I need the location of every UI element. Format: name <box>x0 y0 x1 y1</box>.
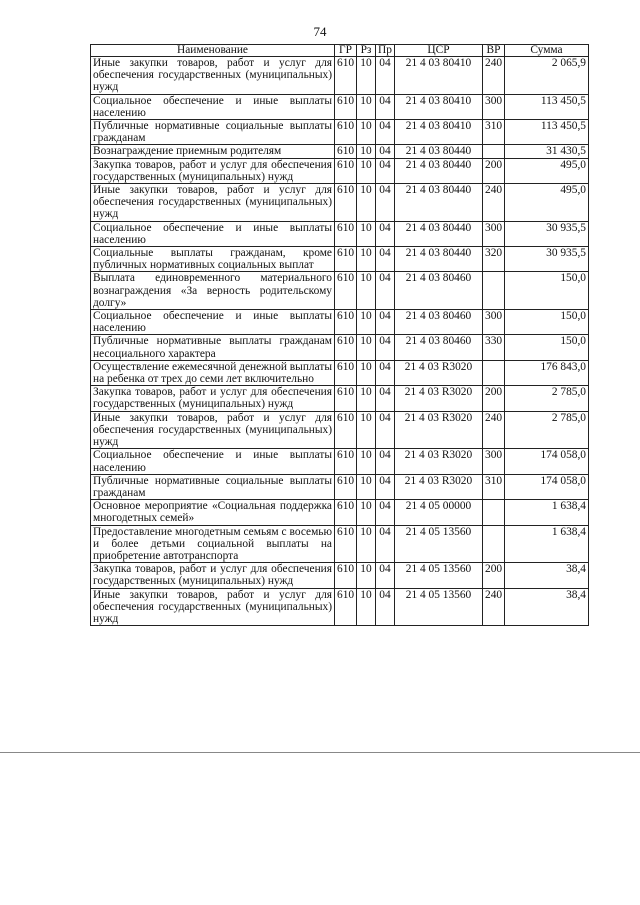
cell-name: Социальное обеспечение и иные выплаты населению <box>91 221 335 246</box>
table-row <box>91 449 589 474</box>
cell-sum: 30 935,5 <box>505 247 589 272</box>
cell-pr: 04 <box>376 120 395 145</box>
header-rz: Рз <box>357 45 376 57</box>
cell-gr: 610 <box>335 588 357 626</box>
cell-rz: 10 <box>357 563 376 588</box>
cell-name: Иные закупки товаров, работ и услуг для обеспечения государственных (муниципальных) нужд <box>91 57 335 95</box>
cell-pr: 04 <box>376 474 395 499</box>
cell-vr: 240 <box>483 411 505 449</box>
cell-sum: 150,0 <box>505 310 589 335</box>
header-vr: ВР <box>483 45 505 57</box>
table-row <box>91 588 589 626</box>
cell-sum: 113 450,5 <box>505 94 589 119</box>
cell-pr: 04 <box>376 386 395 411</box>
cell-vr <box>483 525 505 563</box>
cell-csr: 21 4 03 80410 <box>395 94 483 119</box>
cell-pr: 04 <box>376 335 395 360</box>
cell-sum: 31 430,5 <box>505 145 589 158</box>
cell-pr: 04 <box>376 94 395 119</box>
cell-vr: 310 <box>483 120 505 145</box>
cell-vr: 300 <box>483 94 505 119</box>
cell-gr: 610 <box>335 474 357 499</box>
cell-pr: 04 <box>376 310 395 335</box>
cell-rz: 10 <box>357 411 376 449</box>
cell-sum: 30 935,5 <box>505 221 589 246</box>
cell-pr: 04 <box>376 272 395 310</box>
cell-csr: 21 4 03 80440 <box>395 221 483 246</box>
cell-sum: 1 638,4 <box>505 525 589 563</box>
cell-gr: 610 <box>335 184 357 222</box>
cell-name: Закупка товаров, работ и услуг для обеспечения государственных (муниципальных) нужд <box>91 158 335 183</box>
table-row <box>91 145 589 158</box>
cell-vr: 300 <box>483 310 505 335</box>
cell-name: Закупка товаров, работ и услуг для обеспечения государственных (муниципальных) нужд <box>91 386 335 411</box>
cell-vr <box>483 360 505 385</box>
header-csr: ЦСР <box>395 45 483 57</box>
cell-pr: 04 <box>376 500 395 525</box>
table-row <box>91 247 589 272</box>
cell-csr: 21 4 03 80410 <box>395 120 483 145</box>
cell-vr <box>483 272 505 310</box>
cell-csr: 21 4 03 R3020 <box>395 386 483 411</box>
cell-rz: 10 <box>357 57 376 95</box>
cell-vr: 310 <box>483 474 505 499</box>
table-row <box>91 411 589 449</box>
footer-divider <box>0 752 640 753</box>
cell-name: Социальное обеспечение и иные выплаты населению <box>91 449 335 474</box>
cell-csr: 21 4 03 R3020 <box>395 411 483 449</box>
cell-csr: 21 4 03 R3020 <box>395 449 483 474</box>
cell-rz: 10 <box>357 588 376 626</box>
header-pr: Пр <box>376 45 395 57</box>
cell-sum: 2 065,9 <box>505 57 589 95</box>
cell-vr <box>483 500 505 525</box>
table-row <box>91 272 589 310</box>
cell-name: Публичные нормативные выплаты гражданам несоциального характера <box>91 335 335 360</box>
cell-csr: 21 4 03 R3020 <box>395 360 483 385</box>
cell-rz: 10 <box>357 221 376 246</box>
table-header-row <box>91 45 589 57</box>
cell-sum: 113 450,5 <box>505 120 589 145</box>
cell-rz: 10 <box>357 525 376 563</box>
cell-gr: 610 <box>335 386 357 411</box>
cell-csr: 21 4 03 80440 <box>395 247 483 272</box>
cell-pr: 04 <box>376 145 395 158</box>
cell-vr: 200 <box>483 158 505 183</box>
cell-gr: 610 <box>335 360 357 385</box>
table-row <box>91 57 589 95</box>
cell-pr: 04 <box>376 411 395 449</box>
cell-pr: 04 <box>376 360 395 385</box>
table-row <box>91 386 589 411</box>
cell-vr: 200 <box>483 563 505 588</box>
cell-gr: 610 <box>335 145 357 158</box>
cell-sum: 38,4 <box>505 588 589 626</box>
cell-vr: 330 <box>483 335 505 360</box>
cell-csr: 21 4 05 13560 <box>395 525 483 563</box>
table-row <box>91 525 589 563</box>
header-name: Наименование <box>91 45 335 57</box>
cell-name: Иные закупки товаров, работ и услуг для обеспечения государственных (муниципальных) нужд <box>91 588 335 626</box>
cell-gr: 610 <box>335 411 357 449</box>
table-row <box>91 474 589 499</box>
table-row <box>91 335 589 360</box>
table-row <box>91 221 589 246</box>
cell-pr: 04 <box>376 158 395 183</box>
cell-vr <box>483 145 505 158</box>
cell-name: Закупка товаров, работ и услуг для обеспечения государственных (муниципальных) нужд <box>91 563 335 588</box>
cell-csr: 21 4 03 80460 <box>395 310 483 335</box>
table-row <box>91 563 589 588</box>
cell-name: Социальное обеспечение и иные выплаты населению <box>91 94 335 119</box>
cell-gr: 610 <box>335 335 357 360</box>
cell-gr: 610 <box>335 525 357 563</box>
cell-rz: 10 <box>357 449 376 474</box>
cell-gr: 610 <box>335 221 357 246</box>
cell-rz: 10 <box>357 310 376 335</box>
cell-rz: 10 <box>357 120 376 145</box>
cell-pr: 04 <box>376 247 395 272</box>
cell-pr: 04 <box>376 221 395 246</box>
cell-csr: 21 4 05 00000 <box>395 500 483 525</box>
cell-pr: 04 <box>376 449 395 474</box>
table-body <box>91 57 589 626</box>
cell-sum: 2 785,0 <box>505 411 589 449</box>
cell-csr: 21 4 03 80440 <box>395 158 483 183</box>
page-number: 74 <box>313 24 327 39</box>
cell-sum: 174 058,0 <box>505 474 589 499</box>
cell-sum: 495,0 <box>505 184 589 222</box>
cell-csr: 21 4 03 R3020 <box>395 474 483 499</box>
cell-gr: 610 <box>335 158 357 183</box>
cell-name: Основное мероприятие «Социальная поддержка многодетных семей» <box>91 500 335 525</box>
cell-name: Выплата единовременного материального вознаграждения «За верность родительскому долгу» <box>91 272 335 310</box>
cell-rz: 10 <box>357 145 376 158</box>
table-row <box>91 310 589 335</box>
cell-csr: 21 4 03 80460 <box>395 272 483 310</box>
cell-sum: 495,0 <box>505 158 589 183</box>
table-row <box>91 158 589 183</box>
cell-rz: 10 <box>357 184 376 222</box>
table-row <box>91 360 589 385</box>
cell-rz: 10 <box>357 272 376 310</box>
cell-name: Осуществление ежемесячной денежной выплаты на ребенка от трех до семи лет включительно <box>91 360 335 385</box>
table-row <box>91 120 589 145</box>
cell-sum: 174 058,0 <box>505 449 589 474</box>
cell-csr: 21 4 03 80440 <box>395 184 483 222</box>
cell-vr: 240 <box>483 588 505 626</box>
cell-gr: 610 <box>335 500 357 525</box>
cell-name: Иные закупки товаров, работ и услуг для обеспечения государственных (муниципальных) нужд <box>91 411 335 449</box>
cell-rz: 10 <box>357 335 376 360</box>
header-sum: Сумма <box>505 45 589 57</box>
cell-gr: 610 <box>335 272 357 310</box>
budget-table <box>90 44 589 626</box>
cell-csr: 21 4 05 13560 <box>395 588 483 626</box>
cell-gr: 610 <box>335 94 357 119</box>
cell-pr: 04 <box>376 184 395 222</box>
cell-sum: 150,0 <box>505 272 589 310</box>
cell-sum: 176 843,0 <box>505 360 589 385</box>
cell-sum: 38,4 <box>505 563 589 588</box>
cell-name: Публичные нормативные социальные выплаты гражданам <box>91 474 335 499</box>
cell-sum: 1 638,4 <box>505 500 589 525</box>
table-row <box>91 184 589 222</box>
cell-sum: 2 785,0 <box>505 386 589 411</box>
cell-csr: 21 4 03 80440 <box>395 145 483 158</box>
cell-rz: 10 <box>357 247 376 272</box>
cell-gr: 610 <box>335 57 357 95</box>
cell-pr: 04 <box>376 588 395 626</box>
cell-gr: 610 <box>335 563 357 588</box>
cell-pr: 04 <box>376 57 395 95</box>
cell-vr: 240 <box>483 184 505 222</box>
header-gr: ГР <box>335 45 357 57</box>
cell-csr: 21 4 03 80460 <box>395 335 483 360</box>
cell-rz: 10 <box>357 360 376 385</box>
cell-rz: 10 <box>357 94 376 119</box>
cell-rz: 10 <box>357 500 376 525</box>
cell-name: Социальное обеспечение и иные выплаты населению <box>91 310 335 335</box>
cell-vr: 200 <box>483 386 505 411</box>
cell-vr: 300 <box>483 221 505 246</box>
cell-name: Иные закупки товаров, работ и услуг для обеспечения государственных (муниципальных) нужд <box>91 184 335 222</box>
table-row <box>91 500 589 525</box>
cell-name: Предоставление многодетным семьям с восемью и более детьми социальной выплаты на приобретение автотранспорта <box>91 525 335 563</box>
cell-rz: 10 <box>357 474 376 499</box>
cell-pr: 04 <box>376 525 395 563</box>
cell-vr: 320 <box>483 247 505 272</box>
cell-name: Публичные нормативные социальные выплаты гражданам <box>91 120 335 145</box>
cell-name: Вознаграждение приемным родителям <box>91 145 335 158</box>
cell-rz: 10 <box>357 158 376 183</box>
cell-vr: 300 <box>483 449 505 474</box>
cell-gr: 610 <box>335 449 357 474</box>
cell-rz: 10 <box>357 386 376 411</box>
cell-sum: 150,0 <box>505 335 589 360</box>
cell-gr: 610 <box>335 120 357 145</box>
table-row <box>91 94 589 119</box>
cell-gr: 610 <box>335 247 357 272</box>
cell-csr: 21 4 03 80410 <box>395 57 483 95</box>
cell-gr: 610 <box>335 310 357 335</box>
cell-pr: 04 <box>376 563 395 588</box>
cell-vr: 240 <box>483 57 505 95</box>
cell-csr: 21 4 05 13560 <box>395 563 483 588</box>
cell-name: Социальные выплаты гражданам, кроме публичных нормативных социальных выплат <box>91 247 335 272</box>
